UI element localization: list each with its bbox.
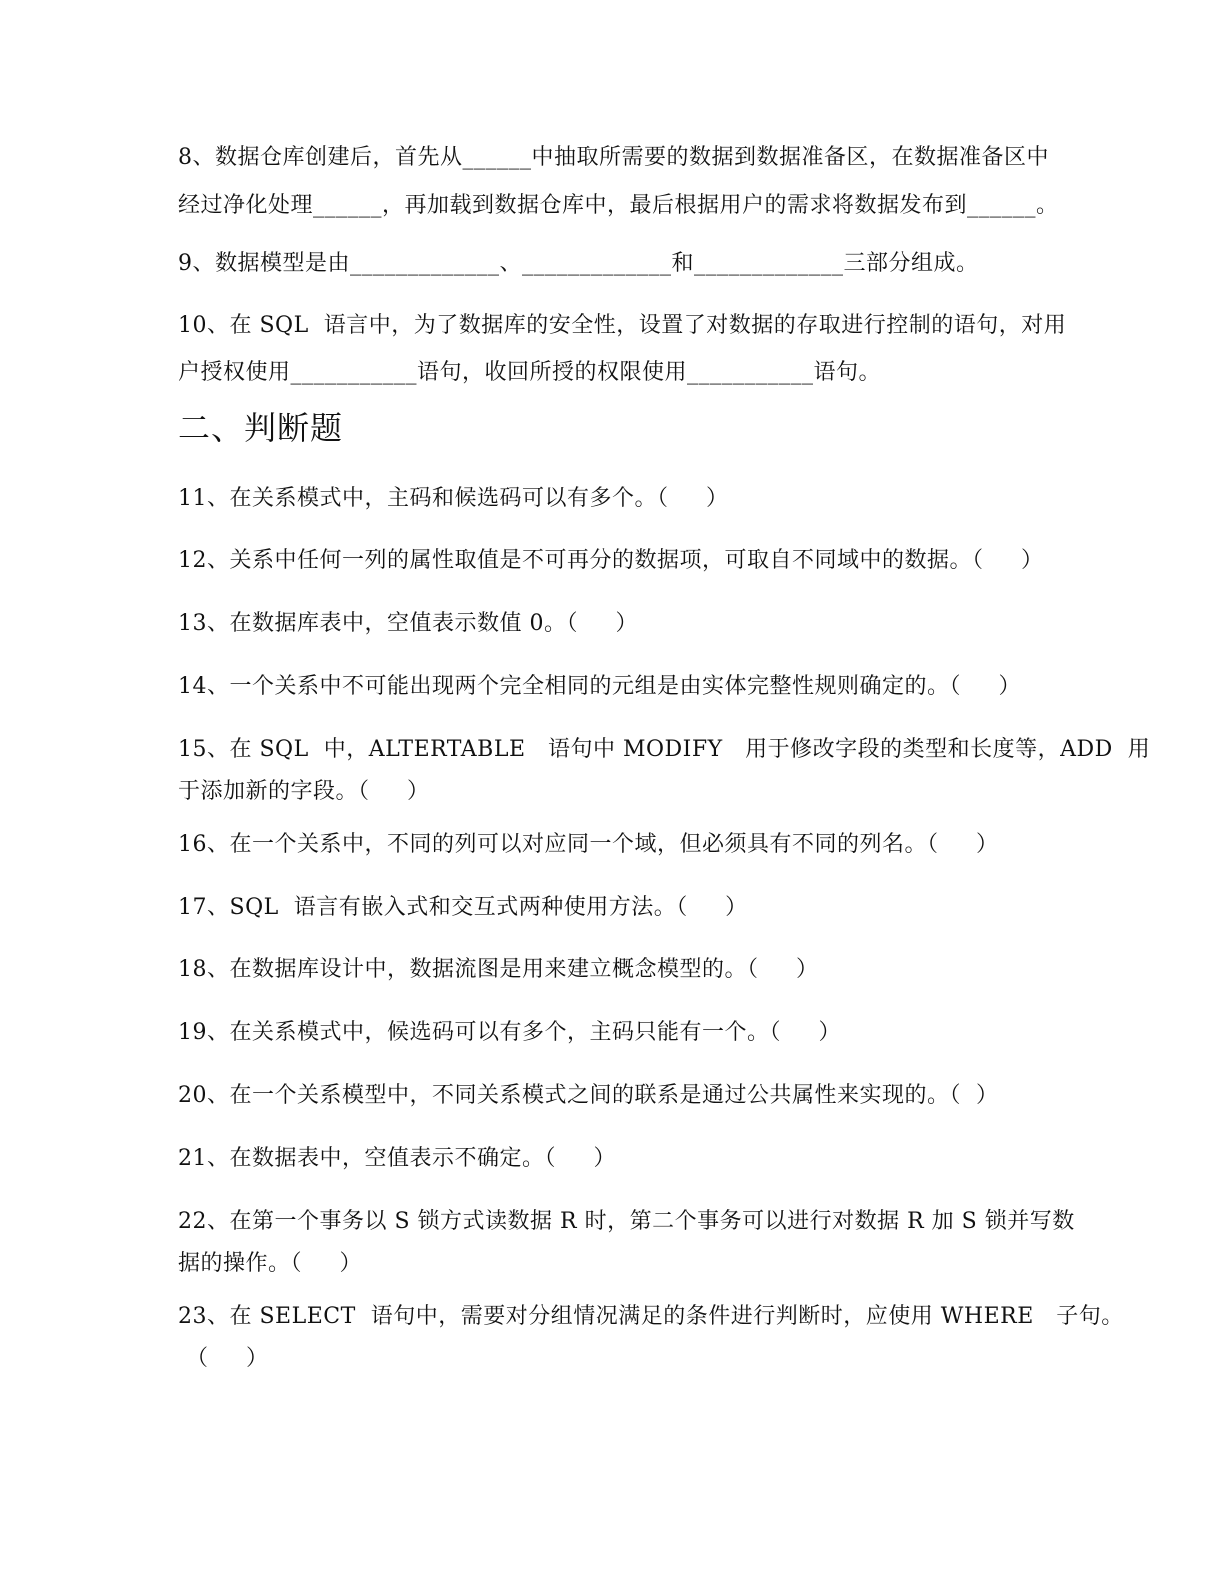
question-11: 11、在关系模式中，主码和候选码可以有多个。（ ） [178,486,729,511]
question-17: 17、SQL 语言有嵌入式和交互式两种使用方法。（ ） [178,895,748,920]
question-19: 19、在关系模式中，候选码可以有多个，主码只能有一个。（ ） [178,1020,841,1045]
question-8-line-2: 经过净化处理______，再加载到数据仓库中，最后根据用户的需求将数据发布到______。 [178,193,1059,218]
question-12: 12、关系中任何一列的属性取值是不可再分的数据项，可取自不同域中的数据。（ ） [178,548,1044,573]
question-22-line-2: 据的操作。（ ） [178,1251,362,1276]
question-15-line-2: 于添加新的字段。（ ） [178,779,430,804]
question-22-line-1: 22、在第一个事务以 S 锁方式读数据 R 时，第二个事务可以进行对数据 R 加 S 锁并写数 [178,1209,1075,1234]
question-8-line-1: 8、数据仓库创建后，首先从______中抽取所需要的数据到数据准备区，在数据准备区中 [178,145,1049,170]
question-14: 14、一个关系中不可能出现两个完全相同的元组是由实体完整性规则确定的。（ ） [178,674,1021,699]
question-9-line-1: 9、数据模型是由_____________、_____________和_____________三部分组成。 [178,251,979,276]
question-10-line-2: 户授权使用___________语句，收回所授的权限使用___________语句。 [178,360,882,385]
question-23-line-2: （ ） [186,1346,269,1371]
question-18: 18、在数据库设计中，数据流图是用来建立概念模型的。（ ） [178,957,819,982]
question-10-line-1: 10、在 SQL 语言中，为了数据库的安全性，设置了对数据的存取进行控制的语句，对用 [178,313,1067,338]
question-23-line-1: 23、在 SELECT 语句中，需要对分组情况满足的条件进行判断时，应使用 WHERE 子句。 [178,1304,1124,1329]
question-20: 20、在一个关系模型中，不同关系模式之间的联系是通过公共属性来实现的。（ ） [178,1083,999,1108]
question-21: 21、在数据表中，空值表示不确定。（ ） [178,1146,616,1171]
section-heading: 二、判断题 [178,409,344,447]
question-16: 16、在一个关系中，不同的列可以对应同一个域，但必须具有不同的列名。（ ） [178,832,999,857]
question-15-line-1: 15、在 SQL 中，ALTERTABLE 语句中 MODIFY 用于修改字段的类型和长度等，ADD 用 [178,737,1151,762]
question-13: 13、在数据库表中，空值表示数值 0。（ ） [178,611,638,636]
